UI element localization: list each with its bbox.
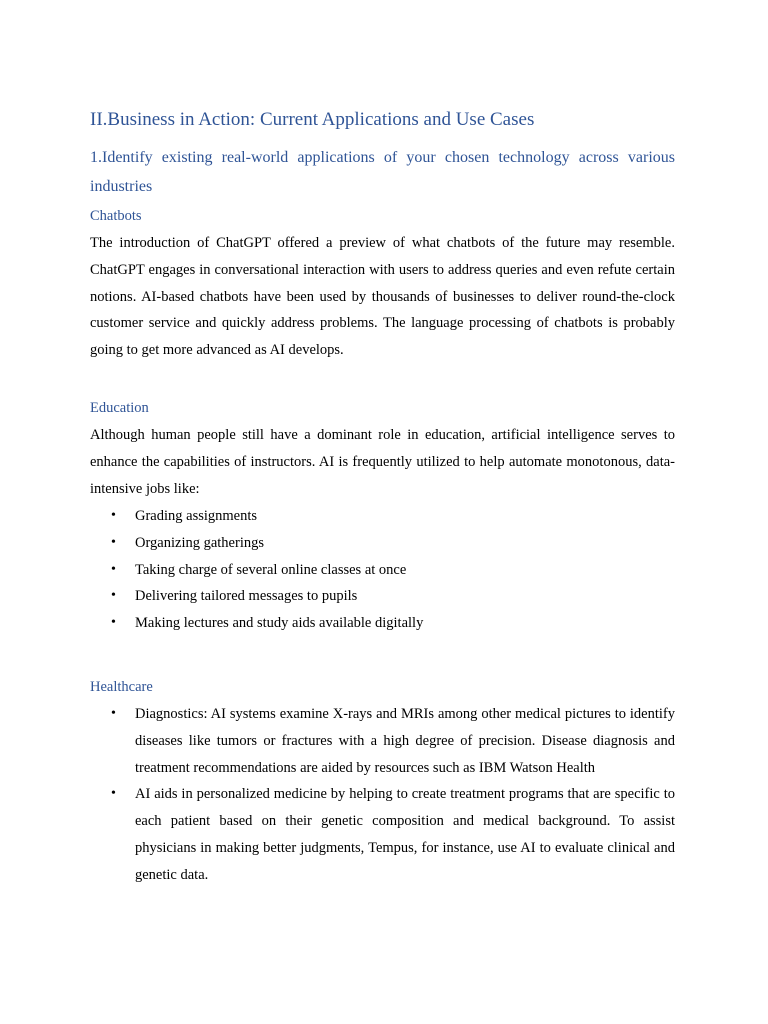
healthcare-heading: Healthcare xyxy=(90,679,153,695)
education-list xyxy=(90,503,675,637)
list-item: • Diagnostics: AI systems examine X-rays and MRIs among other medical pictures to identify diseases like tumors or fractures with a high degree of precision. Disease diagnosis and treatment recommendations are aided by resources such as IBM Watson Health xyxy=(90,701,675,781)
bullet-icon: • xyxy=(111,561,116,577)
education-heading: Education xyxy=(90,400,149,416)
list-item: • AI aids in personalized medicine by helping to create treatment programs that are specific to each patient based on their genetic composition and medical background. To assist physicians in making better judgments, Tempus, for instance, use AI to evaluate clinical and genetic data. xyxy=(90,781,675,888)
bullet-icon: • xyxy=(111,615,116,631)
bullet-icon: • xyxy=(111,588,116,604)
chatbots-paragraph: The introduction of ChatGPT offered a preview of what chatbots of the future may resemble. ChatGPT engages in conversational interaction with users to address queries and even refute certain notions. AI-based chatbots have been used by thousands of businesses to deliver round-the-clock customer service and quickly address problems. The language processing of chatbots is probably going to get more advanced as AI develops. xyxy=(90,235,675,359)
bullet-icon: • xyxy=(111,508,116,523)
list-item: • Organizing gatherings xyxy=(90,530,675,557)
chatbots-heading: Chatbots xyxy=(90,208,142,224)
bullet-icon: • xyxy=(111,786,116,802)
bullet-icon: • xyxy=(111,706,116,721)
list-item: • Taking charge of several online classes at once xyxy=(90,557,675,584)
list-item: • Making lectures and study aids available digitally xyxy=(90,610,675,637)
education-paragraph: Although human people still have a dominant role in education, artificial intelligence serves to enhance the capabilities of instructors. AI is frequently utilized to help automate monotonous, data-intensive jobs like: xyxy=(90,427,675,497)
section-title: II.Business in Action: Current Applications and Use Cases xyxy=(90,109,535,130)
question-heading: 1.Identify existing real-world applications of your chosen technology across various industries xyxy=(90,149,675,195)
healthcare-list xyxy=(90,701,675,889)
list-item: • Delivering tailored messages to pupils xyxy=(90,583,675,610)
bullet-icon: • xyxy=(111,534,116,550)
list-item: • Grading assignments xyxy=(90,503,675,530)
